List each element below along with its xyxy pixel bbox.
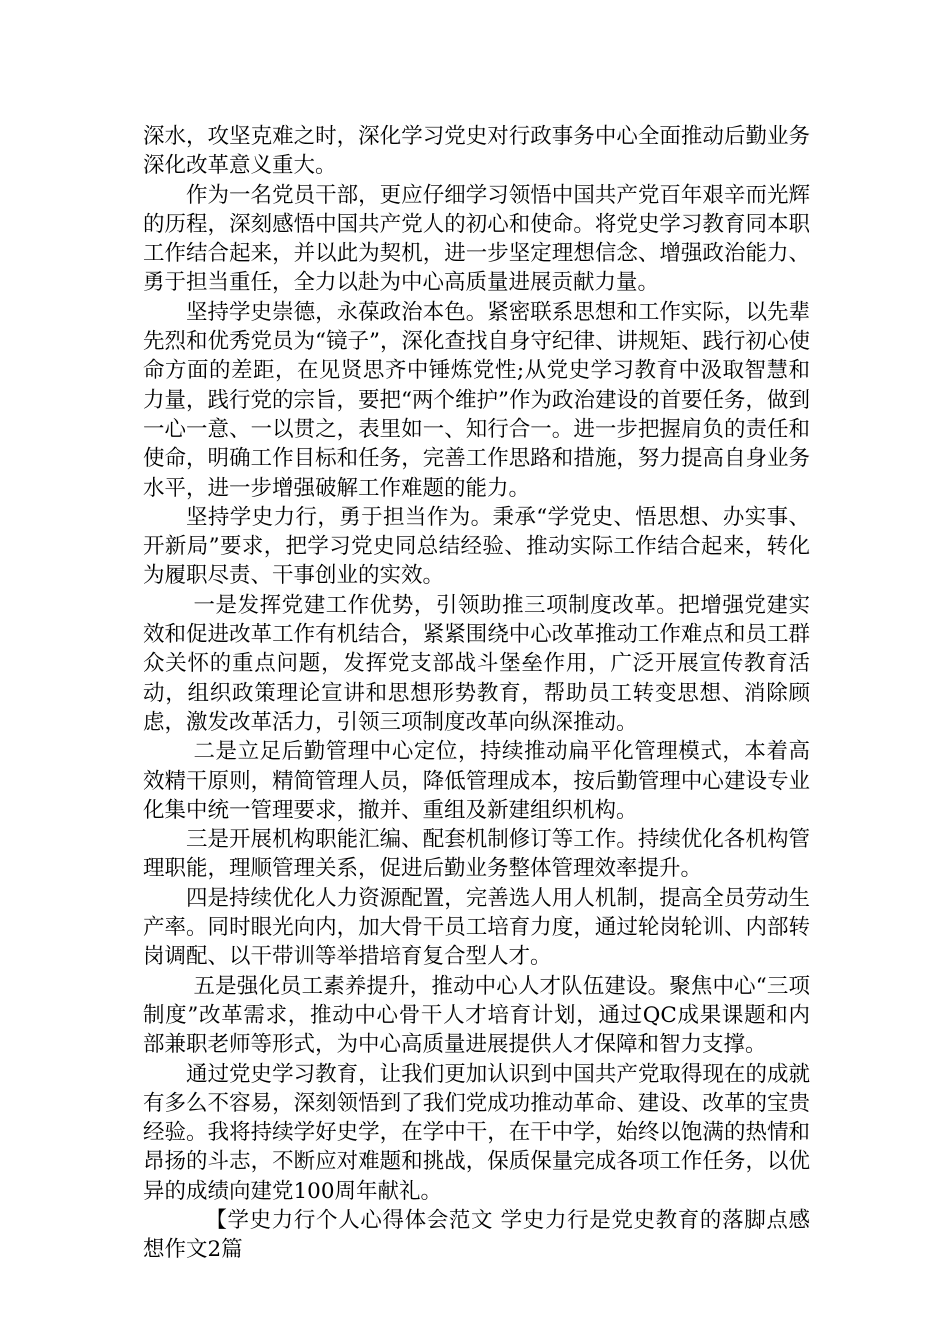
paragraph-history-practice: 坚持学史力行，勇于担当作为。秉承“学党史、悟思想、办实事、开新局”要求，把学习党史同总结经验、推动实际工作结合起来，转化为履职尽责、干事创业的实效。 <box>143 504 810 589</box>
paragraph-continuation: 深水，攻坚克难之时，深化学习党史对行政事务中心全面推动后勤业务深化改革意义重大。 <box>143 124 810 179</box>
paragraph-point-one: 一是发挥党建工作优势，引领助推三项制度改革。把增强党建实效和促进改革工作有机结合，紧紧围绕中心改革推动工作难点和员工群众关怀的重点问题，发挥党支部战斗堡垒作用，广泛开展宣传教育活动，组织政策理论宣讲和思想形势教育，帮助员工转变思想、消除顾虑，激发改革活力，引领三项制度改革向纵深推动。 <box>143 592 810 735</box>
document-body <box>143 122 810 1265</box>
paragraph-party-member-duty: 作为一名党员干部，更应仔细学习领悟中国共产党百年艰辛而光辉的历程，深刻感悟中国共产党人的初心和使命。将党史学习教育同本职工作结合起来，并以此为契机，进一步坚定理想信念、增强政治能力、勇于担当重任，全力以赴为中心高质量进展贡献力量。 <box>143 182 810 296</box>
paragraph-point-four: 四是持续优化人力资源配置，完善选人用人机制，提高全员劳动生产率。同时眼光向内，加大骨干员工培育力度，通过轮岗轮训、内部转岗调配、以干带训等举措培育复合型人才。 <box>143 885 810 970</box>
article-title-line: 【学史力行个人心得体会范文 学史力行是党史教育的落脚点感想作文2篇 <box>143 1207 810 1263</box>
paragraph-conclusion: 通过党史学习教育，让我们更加认识到中国共产党取得现在的成就有多么不容易，深刻领悟到了我们党成功推动革命、建设、改革的宝贵经验。我将持续学好史学，在学中干，在干中学，始终以饱满的热情和昂扬的斗志，不断应对难题和挑战，保质保量完成各项工作任务，以优异的成绩向建党100周年献礼。 <box>143 1061 810 1204</box>
paragraph-point-two: 二是立足后勤管理中心定位，持续推动扁平化管理模式，本着高效精干原则，精简管理人员，降低管理成本，按后勤管理中心建设专业化集中统一管理要求，撤并、重组及新建组织机构。 <box>143 739 810 823</box>
paragraph-point-five: 五是强化员工素养提升，推动中心人才队伍建设。聚焦中心“三项制度”改革需求，推动中心骨干人才培育计划，通过QC成果课题和内部兼职老师等形式，为中心高质量进展提供人才保障和智力支撑。 <box>143 973 810 1058</box>
paragraph-point-three: 三是开展机构职能汇编、配套机制修订等工作。持续优化各机构管理职能，理顺管理关系，促进后勤业务整体管理效率提升。 <box>143 827 810 882</box>
paragraph-history-virtue: 坚持学史崇德，永葆政治本色。紧密联系思想和工作实际，以先辈先烈和优秀党员为“镜子”，深化查找自身守纪律、讲规矩、践行初心使命方面的差距，在见贤思齐中锤炼党性;从党史学习教育中汲取智慧和力量，践行党的宗旨，要把“两个维护”作为政治建设的首要任务，做到一心一意、一以贯之，表里如一、知行合一。进一步把握肩负的责任和使命，明确工作目标和任务，完善工作思路和措施，努力提高自身业务水平，进一步增强破解工作难题的能力。 <box>143 299 810 501</box>
